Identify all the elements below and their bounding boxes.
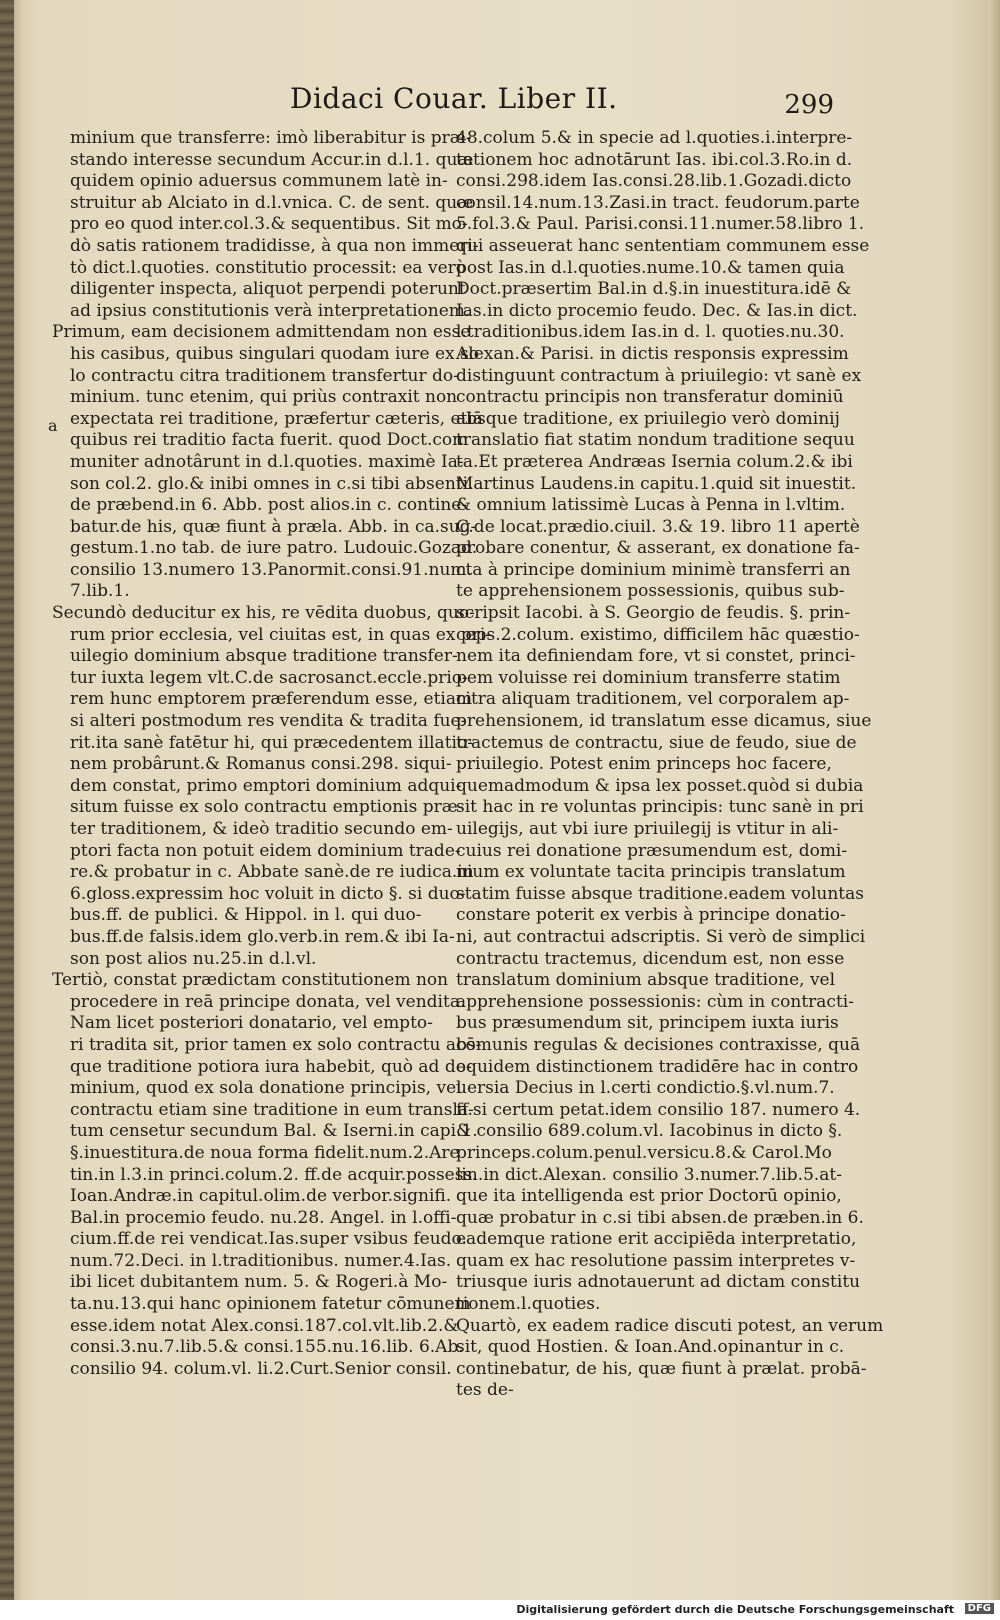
text-line: ri tradita sit, prior tamen ex solo contractu abs- xyxy=(70,1034,482,1055)
text-line: nium ex voluntate tacita principis translatum xyxy=(456,862,846,883)
text-line: §.inuestitura.de noua forma fidelit.num.2.Are xyxy=(70,1142,460,1163)
text-line: quæ probatur in c.si tibi absen.de præben.in 6. xyxy=(456,1207,864,1228)
text-line: consil.14.num.13.Zasi.in tract. feudorum.parte xyxy=(456,192,860,213)
text-line: 7.lib.1. xyxy=(70,581,130,602)
left-text-column xyxy=(52,128,492,1380)
text-line: 5.fol.3.& Paul. Parisi.consi.11.numer.58.libro 1. xyxy=(456,214,865,235)
text-line: batur.de his, quæ fiunt à præla. Abb. in ca.sug- xyxy=(70,516,477,537)
text-line: tationem hoc adnotārunt Ias. ibi.col.3.Ro.in d. xyxy=(456,149,853,170)
text-line: 48.colum 5.& in specie ad l.quoties.i.interpre- xyxy=(456,128,853,148)
text-line: consi.3.nu.7.lib.5.& consi.155.nu.16.lib. 6.Ab. xyxy=(70,1337,464,1358)
text-line: rit.ita sanè fatētur hi, qui præcedentem illatio- xyxy=(70,732,473,753)
text-line: minium, quod ex sola donatione principis, vel xyxy=(70,1078,462,1099)
text-line: si alteri postmodum res vendita & tradita fue- xyxy=(70,711,467,732)
text-line: struitur ab Alciato in d.l.vnica. C. de sent. quæ xyxy=(70,192,474,213)
text-line: consilio 94. colum.vl. li.2.Curt.Senior consil. xyxy=(70,1358,452,1379)
text-line: absque traditione, ex priuilegio verò dominij xyxy=(456,408,840,429)
text-line: apprehensione possessionis: cùm in contracti- xyxy=(456,991,854,1012)
text-line: ta.nu.13.qui hanc opinionem fatetur cōmunem xyxy=(70,1294,471,1315)
text-line: tin.in l.3.in princi.colum.2. ff.de acquir.possess. xyxy=(70,1164,478,1185)
text-line: que ita intelligenda est prior Doctorū opinio, xyxy=(456,1186,842,1207)
text-line: uersia Decius in l.certi condictio.§.vl.num.7. xyxy=(456,1078,835,1099)
text-line: consilio 13.numero 13.Panormit.consi.91.num. xyxy=(70,559,472,580)
text-line: Doct.præsertim Bal.in d.§.in inuestitura.idē & xyxy=(456,279,852,300)
text-line: C.de locat.prædio.ciuil. 3.& 19. libro 11 apertè xyxy=(456,516,860,537)
text-line: situm fuisse ex solo contractu emptionis præ- xyxy=(70,797,464,818)
text-line: translatum dominium absque traditione, vel xyxy=(456,970,836,991)
text-line: post Ias.in d.l.quoties.nume.10.& tamen quia xyxy=(456,257,845,278)
dfg-logo: DFG xyxy=(965,1603,994,1614)
text-line: gestum.1.no tab. de iure patro. Ludouic.Gozad. xyxy=(70,538,478,559)
text-line: Secundò deducitur ex his, re vēdita duobus, quo- xyxy=(52,603,475,624)
book-binding xyxy=(0,0,14,1600)
text-line: ter traditionem, & ideò traditio secundo em- xyxy=(70,819,453,839)
text-line: contractu tractemus, dicendum est, non esse xyxy=(456,948,845,969)
text-line: rem hunc emptorem præferendum esse, etiam xyxy=(70,689,473,710)
text-line: lo contractu citra traditionem transfertur do- xyxy=(70,365,459,386)
text-line: dem constat, primo emptori dominium adqui- xyxy=(70,775,462,796)
text-line: ibi licet dubitantem num. 5. & Rogeri.à Mo- xyxy=(70,1272,448,1293)
text-line: rum prior ecclesia, vel ciuitas est, in quas ex pri- xyxy=(70,624,492,645)
text-line: bus.ff.de falsis.idem glo.verb.in rem.& ibi Ia- xyxy=(70,926,455,947)
running-head: Didaci Couar. Liber II. xyxy=(290,82,618,115)
text-line: sit, quod Hostien. & Ioan.And.opinantur in c. xyxy=(456,1337,845,1358)
text-line: & omnium latissimè Lucas à Penna in l.vltim. xyxy=(456,495,846,516)
text-line: cuius rei donatione præsumendum est, domi- xyxy=(456,840,848,861)
text-line: ff.si certum petat.idem consilio 187. numero 4. xyxy=(456,1099,861,1120)
text-line: & consilio 689.colum.vl. Iacobinus in dicto §. xyxy=(456,1121,843,1142)
text-line: pem voluisse rei dominium transferre statim xyxy=(456,667,841,688)
text-line: l.traditionibus.idem Ias.in d. l. quoties.nu.30. xyxy=(456,322,845,343)
text-line: son post alios nu.25.in d.l.vl. xyxy=(70,948,317,969)
text-line: te apprehensionem possessionis, quibus sub- xyxy=(456,581,845,602)
text-line: tionem.l.quoties. xyxy=(456,1294,601,1315)
text-line: re.& probatur in c. Abbate sanè.de re iudica.in xyxy=(70,862,474,883)
text-line: pro eo quod inter.col.3.& sequentibus. Sit mo- xyxy=(70,214,468,235)
margin-mark: a xyxy=(48,416,58,435)
text-line: minium que transferre: imò liberabitur is præ- xyxy=(70,128,472,148)
text-line: equidem distinctionem tradidēre hac in contro xyxy=(456,1056,859,1077)
text-line: bus.ff. de publici. & Hippol. in l. qui duo- xyxy=(70,905,422,926)
text-line: stando interesse secundum Accur.in d.l.1. quæ xyxy=(70,149,474,170)
text-line: distinguunt contractum à priuilegio: vt sanè ex xyxy=(456,365,862,386)
text-line: tur iuxta legem vlt.C.de sacrosanct.eccle.prio- xyxy=(70,667,468,688)
text-line: esse.idem notat Alex.consi.187.col.vlt.lib.2.& xyxy=(70,1315,459,1336)
text-line: contractu etiam sine traditione in eum transla- xyxy=(70,1099,474,1120)
text-line: cōmunis regulas & decisiones contraxisse, quā xyxy=(456,1034,861,1055)
text-line: contractu principis non transferatur dominiū xyxy=(456,387,844,408)
text-line: nem ita definiendam fore, vt si constet, princi- xyxy=(456,646,856,667)
text-line: sit hac in re voluntas principis: tunc sanè in pri xyxy=(456,797,864,818)
text-line: son col.2. glo.& inibi omnes in c.si tibi absenti. xyxy=(70,473,474,494)
text-line: qui asseuerat hanc sententiam communem esse xyxy=(456,235,870,256)
text-line: que traditione potiora iura habebit, quò ad do- xyxy=(70,1056,472,1077)
text-line: Alexan.& Parisi. in dictis responsis expressim xyxy=(456,343,849,364)
text-line: quam ex hac resolutione passim interpretes v- xyxy=(456,1250,856,1271)
text-line: ceps.2.colum. existimo, difficilem hāc quæstio- xyxy=(456,624,860,645)
text-line: statim fuisse absque traditione.eadem voluntas xyxy=(456,883,864,904)
text-line: Nam licet posteriori donatario, vel empto- xyxy=(70,1013,433,1034)
text-line: Martinus Laudens.in capitu.1.quid sit inuestit. xyxy=(456,473,857,494)
text-line: 6.gloss.expressim hoc voluit in dicto §. si duo- xyxy=(70,883,466,904)
text-line: Primum, eam decisionem admittendam non esse xyxy=(52,322,471,343)
text-line: nem probârunt.& Romanus consi.298. siqui- xyxy=(70,754,452,775)
text-line: continebatur, de his, quæ fiunt à prælat. probā- xyxy=(456,1358,867,1379)
text-line: tum censetur secundum Bal. & Iserni.in capi.1. xyxy=(70,1121,478,1142)
text-line: priuilegio. Potest enim princeps hoc facere, xyxy=(456,754,832,775)
text-line: constare poterit ex verbis à principe donatio- xyxy=(456,905,846,926)
text-line: ni, aut contractui adscriptis. Si verò de simplici xyxy=(456,926,866,947)
text-line: expectata rei traditione, præfertur cæteris, etiā xyxy=(70,408,483,429)
text-line: scripsit Iacobi. à S. Georgio de feudis. §. prin- xyxy=(456,603,851,624)
text-line: consi.298.idem Ias.consi.28.lib.1.Gozadi.dicto xyxy=(456,171,852,192)
text-line: ta.Et præterea Andræas Isernia colum.2.& ibi xyxy=(456,451,853,472)
text-line: num.72.Deci. in l.traditionibus. numer.4.Ias. xyxy=(70,1250,452,1271)
text-line: quemadmodum & ipsa lex posset.quòd si dubia xyxy=(456,775,864,796)
page-edge xyxy=(988,0,1000,1600)
text-line: quidem opinio aduersus communem latè in- xyxy=(70,171,448,192)
text-line: de præbend.in 6. Abb. post alios.in c. contine- xyxy=(70,495,468,516)
text-line: Quartò, ex eadem radice discuti potest, an verum xyxy=(456,1315,884,1336)
text-line: tò dict.l.quoties. constitutio processit: ea verò xyxy=(70,257,466,278)
text-line: dò satis rationem tradidisse, à qua non immeri- xyxy=(70,235,479,256)
text-line: his casibus, quibus singulari quodam iure ex so xyxy=(70,343,479,364)
text-line: ad ipsius constitutionis verà interpretationem. xyxy=(70,300,471,321)
text-line: cium.ff.de rei vendicat.Ias.super vsibus feudo. xyxy=(70,1229,467,1250)
text-line: muniter adnotârunt in d.l.quoties. maximè Ia- xyxy=(70,451,464,472)
footer-credit: Digitalisierung gefördert durch die Deutsche Forschungsgemeinschaft xyxy=(516,1603,954,1616)
text-line: diligenter inspecta, aliquot perpendi poterunt xyxy=(70,279,466,300)
text-line: cta à principe dominium minimè transferri an xyxy=(456,559,851,580)
text-line: translatio fiat statim nondum traditione sequu xyxy=(456,430,855,451)
text-line: citra aliquam traditionem, vel corporalem ap- xyxy=(456,689,850,710)
right-text-column xyxy=(456,128,884,1402)
digitization-footer xyxy=(0,1600,1000,1620)
text-line: lin.in dict.Alexan. consilio 3.numer.7.lib.5.at- xyxy=(456,1164,842,1185)
text-line: procedere in reā principe donata, vel vendita. xyxy=(70,991,466,1012)
text-line: bus præsumendum sit, principem iuxta iuris xyxy=(456,1013,839,1034)
text-line: Ioan.Andræ.in capitul.olim.de verbor.signifi. xyxy=(70,1186,452,1207)
text-line: uilegijs, aut vbi iure priuilegij is vtitur in ali- xyxy=(456,819,839,839)
text-line: Ias.in dicto procemio feudo. Dec. & Ias.in dict. xyxy=(456,300,858,321)
text-line: eademque ratione erit accipiēda interpretatio, xyxy=(456,1229,857,1250)
text-line: minium. tunc etenim, qui priùs contraxit non xyxy=(70,387,458,408)
text-line: tractemus de contractu, siue de feudo, siue de xyxy=(456,732,857,753)
text-line: quibus rei traditio facta fuerit. quod Doct.com xyxy=(70,430,469,451)
text-line: tes de- xyxy=(456,1380,514,1401)
page-number: 299 xyxy=(784,90,834,120)
text-line: uilegio dominium absque traditione transfer- xyxy=(70,646,458,667)
text-line: Bal.in procemio feudo. nu.28. Angel. in l.offi- xyxy=(70,1207,457,1228)
text-line: triusque iuris adnotauerunt ad dictam constitu xyxy=(456,1272,861,1293)
text-line: Tertiò, constat prædictam constitutionem non xyxy=(52,970,449,991)
text-line: prehensionem, id translatum esse dicamus, siue xyxy=(456,711,872,732)
text-line: probare conentur, & asserant, ex donatione fa- xyxy=(456,538,860,559)
text-line: princeps.colum.penul.versicu.8.& Carol.Mo xyxy=(456,1142,832,1163)
text-line: ptori facta non potuit eidem dominium trade- xyxy=(70,840,461,861)
